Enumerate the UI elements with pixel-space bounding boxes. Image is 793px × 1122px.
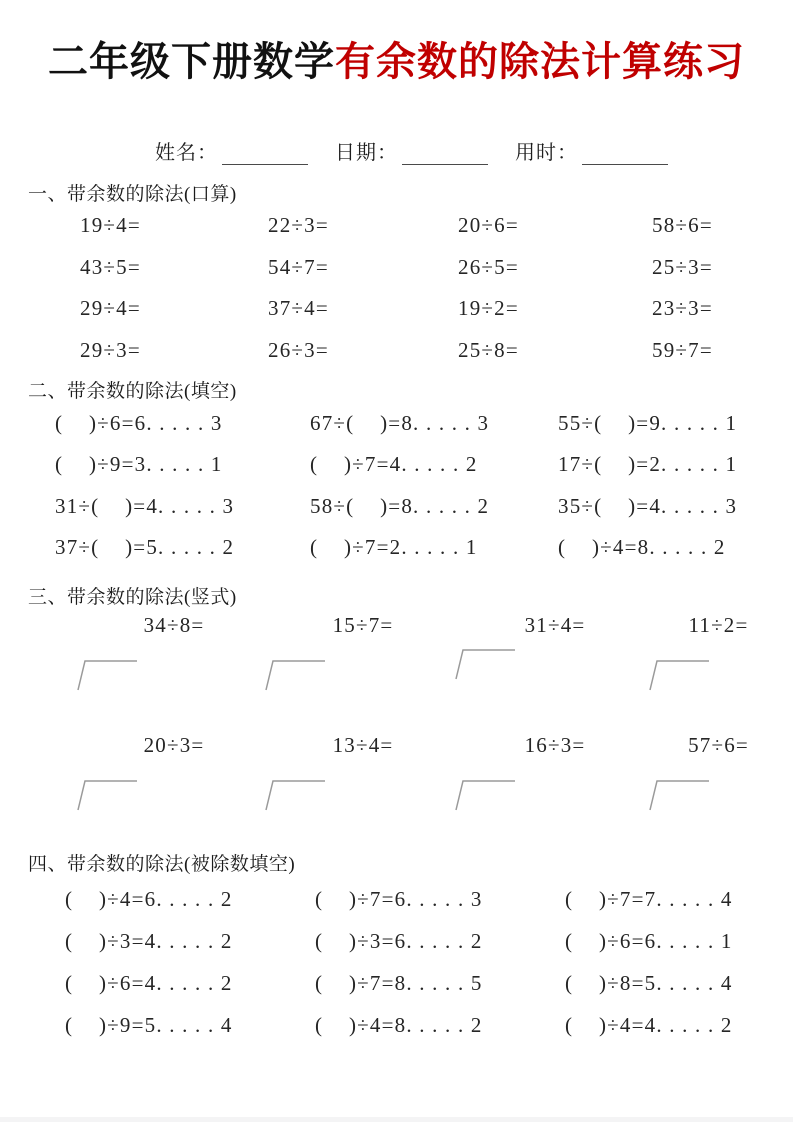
- problem: ( )÷7=2. . . . . 1: [310, 535, 478, 560]
- section-2-heading: 二、带余数的除法(填空): [28, 381, 237, 402]
- section-3-heading: 三、带余数的除法(竖式): [28, 587, 237, 608]
- problem: 57÷6=: [688, 732, 749, 757]
- problem: 58÷6=: [652, 213, 713, 238]
- problem: ( )÷9=5. . . . . 4: [65, 1012, 233, 1037]
- vertical-problem-cell: [652, 608, 785, 728]
- vertical-problem-cell: [80, 728, 268, 848]
- time-label: 用时：: [515, 142, 578, 164]
- problem: 15÷7=: [332, 612, 394, 637]
- name-blank-line: [222, 144, 308, 165]
- problem: 37÷4=: [268, 296, 329, 321]
- division-bracket-icon: [647, 778, 711, 812]
- problem: ( )÷7=4. . . . . 2: [310, 452, 478, 477]
- time-field: [515, 136, 668, 165]
- problem: ( )÷6=6. . . . . 3: [55, 411, 223, 436]
- problem: 31÷4=: [524, 612, 586, 637]
- problem: ( )÷7=6. . . . . 3: [315, 886, 483, 911]
- problem: 25÷8=: [458, 337, 519, 362]
- time-blank-line: [582, 144, 668, 165]
- problem: ( )÷6=6. . . . . 1: [565, 928, 733, 953]
- section-1-heading: 一、带余数的除法(口算): [28, 184, 237, 205]
- problem: 17÷( )=2. . . . . 1: [558, 452, 738, 477]
- meta-row: [155, 136, 668, 165]
- problem: ( )÷4=8. . . . . 2: [315, 1012, 483, 1037]
- vertical-problem-cell: [268, 608, 458, 728]
- problem: 35÷( )=4. . . . . 3: [558, 493, 738, 518]
- problem: ( )÷8=5. . . . . 4: [565, 970, 733, 995]
- division-bracket-icon: [263, 778, 327, 812]
- problem: ( )÷4=6. . . . . 2: [65, 886, 233, 911]
- problem: ( )÷6=4. . . . . 2: [65, 970, 233, 995]
- division-bracket-icon: [453, 647, 517, 681]
- title-grade-part: 二年级下册数学: [48, 40, 335, 84]
- vertical-problem-cell: [268, 728, 458, 848]
- problem: ( )÷3=6. . . . . 2: [315, 928, 483, 953]
- page-title: [0, 30, 793, 87]
- vertical-problem-cell: [80, 608, 268, 728]
- problem: 22÷3=: [268, 213, 329, 238]
- problem: ( )÷4=8. . . . . 2: [558, 535, 726, 560]
- problem: 29÷4=: [80, 296, 141, 321]
- problem: 20÷6=: [458, 213, 519, 238]
- name-field: [155, 136, 308, 165]
- section-4-problems: [65, 878, 785, 1046]
- problem: 54÷7=: [268, 254, 329, 279]
- name-label: 姓名：: [155, 142, 218, 164]
- problem: 37÷( )=5. . . . . 2: [55, 535, 235, 560]
- section-2-problems: [55, 403, 785, 568]
- problem: ( )÷7=8. . . . . 5: [315, 970, 483, 995]
- division-bracket-icon: [453, 778, 517, 812]
- section-4-heading: 四、带余数的除法(被除数填空): [28, 854, 296, 875]
- problem: 29÷3=: [80, 337, 141, 362]
- vertical-problem-cell: [458, 728, 652, 848]
- problem: ( )÷9=3. . . . . 1: [55, 452, 223, 477]
- division-bracket-icon: [647, 658, 711, 692]
- problem: ( )÷7=7. . . . . 4: [565, 886, 733, 911]
- problem: 43÷5=: [80, 254, 141, 279]
- date-label: 日期：: [335, 142, 398, 164]
- problem: 13÷4=: [332, 732, 394, 757]
- problem: 11÷2=: [688, 612, 749, 637]
- problem: 23÷3=: [652, 296, 713, 321]
- problem: ( )÷4=4. . . . . 2: [565, 1012, 733, 1037]
- problem: ( )÷3=4. . . . . 2: [65, 928, 233, 953]
- problem: 19÷4=: [80, 213, 141, 238]
- problem: 20÷3=: [143, 732, 205, 757]
- section-1-problems: [80, 205, 785, 371]
- problem: 59÷7=: [652, 337, 713, 362]
- title-red: 有余数的除法计算练习: [335, 40, 745, 84]
- problem: 16÷3=: [524, 732, 586, 757]
- problem: 67÷( )=8. . . . . 3: [310, 411, 490, 436]
- section-3-problems: [80, 608, 785, 848]
- division-bracket-icon: [75, 658, 139, 692]
- vertical-problem-cell: [458, 608, 652, 728]
- problem: 58÷( )=8. . . . . 2: [310, 493, 490, 518]
- problem: 26÷5=: [458, 254, 519, 279]
- problem: 31÷( )=4. . . . . 3: [55, 493, 235, 518]
- vertical-problem-cell: [652, 728, 785, 848]
- division-bracket-icon: [75, 778, 139, 812]
- problem: 26÷3=: [268, 337, 329, 362]
- problem: 25÷3=: [652, 254, 713, 279]
- date-field: [335, 136, 488, 165]
- problem: 19÷2=: [458, 296, 519, 321]
- problem: 55÷( )=9. . . . . 1: [558, 411, 738, 436]
- date-blank-line: [402, 144, 488, 165]
- division-bracket-icon: [263, 658, 327, 692]
- problem: 34÷8=: [143, 612, 205, 637]
